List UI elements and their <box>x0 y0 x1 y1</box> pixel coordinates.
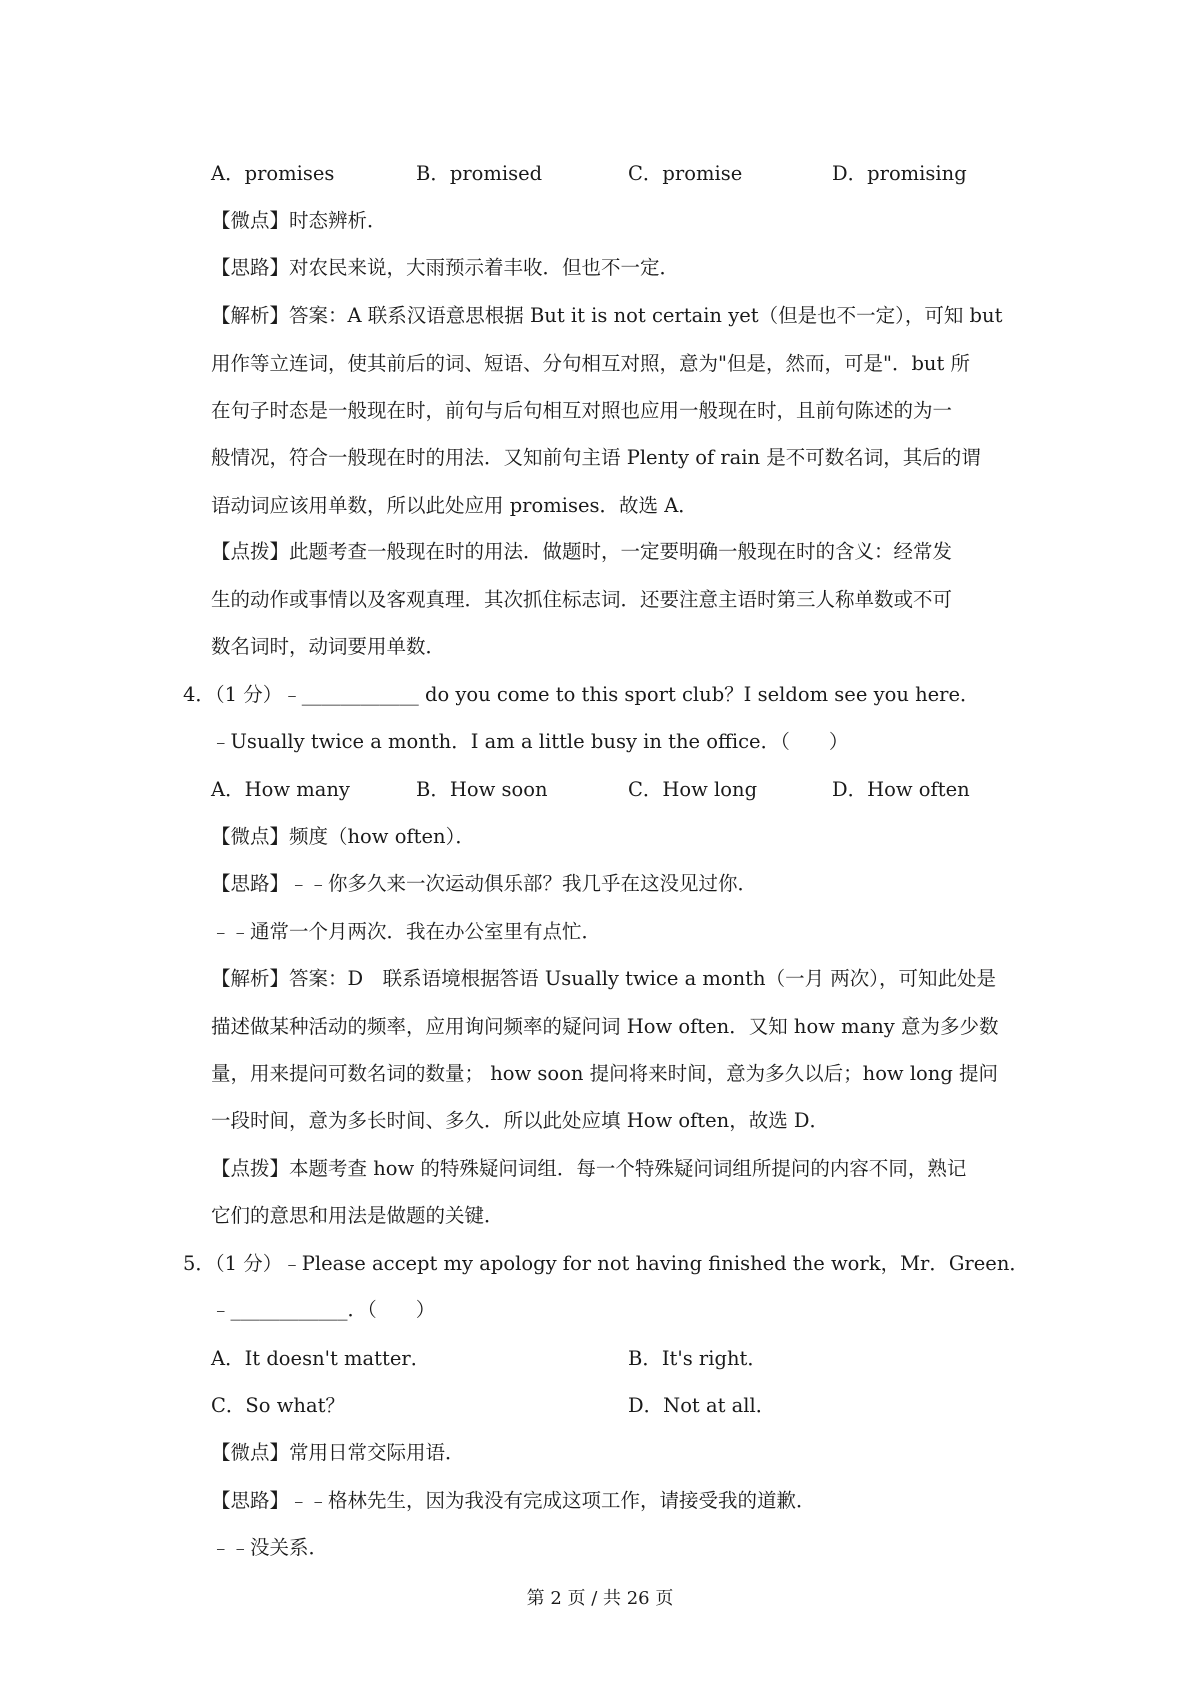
q4-option-a: A．How many <box>211 778 350 801</box>
q5-silu-line-1: 【思路】﹣﹣格林先生，因为我没有完成这项工作，请接受我的道歉． <box>211 1489 816 1512</box>
q4-jiexi-line-2: 描述做某种活动的频率，应用询问频率的疑问词 How often．又知 how many 意为多少数 <box>211 1015 999 1038</box>
q3-option-b: B．promised <box>416 162 543 185</box>
q3-dianbo-line-2: 生的动作或事情以及客观真理．其次抓住标志词．还要注意主语时第三人称单数或不可 <box>211 588 953 611</box>
q4-dianbo-line-2: 它们的意思和用法是做题的关键． <box>211 1204 504 1227</box>
q4-option-b: B．How soon <box>416 778 548 801</box>
q4-dianbo-line-1: 【点拨】本题考查 how 的特殊疑问词组．每一个特殊疑问词组所提问的内容不同，熟记 <box>211 1157 967 1180</box>
q5-reply: ﹣____________．（ ） <box>211 1298 436 1321</box>
q3-jiexi-line-5: 语动词应该用单数，所以此处应用 promises．故选 A． <box>211 494 698 517</box>
q5-weidian: 【微点】常用日常交际用语． <box>211 1441 465 1464</box>
q5-option-c: C．So what？ <box>211 1394 345 1417</box>
q5-silu-line-2: ﹣﹣没关系． <box>211 1536 329 1559</box>
q4-option-c: C．How long <box>628 778 758 801</box>
q3-jiexi-line-4: 般情况，符合一般现在时的用法．又知前句主语 Plenty of rain 是不可数名词，其后的谓 <box>211 446 981 469</box>
q4-jiexi-line-4: 一段时间，意为多长时间、多久．所以此处应填 How often，故选 D． <box>211 1109 830 1132</box>
q3-dianbo-line-3: 数名词时，动词要用单数． <box>211 635 446 658</box>
q4-stem: 4．（1 分）﹣____________ do you come to this sport club？I seldom see you here． <box>183 683 980 706</box>
q3-dianbo-line-1: 【点拨】此题考查一般现在时的用法．做题时，一定要明确一般现在时的含义：经常发 <box>211 540 953 563</box>
q4-silu-line-2: ﹣﹣通常一个月两次．我在办公室里有点忙． <box>211 920 602 943</box>
q3-weidian: 【微点】时态辨析． <box>211 209 387 232</box>
q4-jiexi-line-3: 量，用来提问可数名词的数量； how soon 提问将来时间，意为多久以后；how long 提问 <box>211 1062 999 1085</box>
q3-jiexi-line-3: 在句子时态是一般现在时，前句与后句相互对照也应用一般现在时，且前句陈述的为一 <box>211 399 953 422</box>
q3-option-c: C．promise <box>628 162 743 185</box>
q4-jiexi-line-1: 【解析】答案：D 联系语境根据答语 Usually twice a month（一月 两次），可知此处是 <box>211 967 997 990</box>
q3-option-a: A．promises <box>211 162 335 185</box>
q5-option-a: A．It doesn't matter． <box>211 1347 431 1370</box>
q3-silu: 【思路】对农民来说，大雨预示着丰收．但也不一定． <box>211 256 680 279</box>
q4-reply: ﹣Usually twice a month．I am a little busy in the office．（ ） <box>211 730 849 753</box>
q3-jiexi-line-2: 用作等立连词，使其前后的词、短语、分句相互对照，意为"但是，然而，可是"．but 所 <box>211 352 971 375</box>
q3-jiexi-line-1: 【解析】答案：A 联系汉语意思根据 But it is not certain yet（但是也不一定），可知 but <box>211 304 1003 327</box>
q3-option-d: D．promising <box>832 162 967 185</box>
page-footer: 第 2 页 / 共 26 页 <box>526 1588 674 1609</box>
q4-option-d: D．How often <box>832 778 970 801</box>
q4-weidian: 【微点】频度（how often）． <box>211 825 475 848</box>
q5-option-b: B．It's right． <box>628 1347 767 1370</box>
q4-silu-line-1: 【思路】﹣﹣你多久来一次运动俱乐部？我几乎在这没见过你． <box>211 872 758 895</box>
q5-stem: 5．（1 分）﹣Please accept my apology for not having finished the work，Mr．Green． <box>183 1252 1029 1275</box>
q5-option-d: D．Not at all． <box>628 1394 776 1417</box>
